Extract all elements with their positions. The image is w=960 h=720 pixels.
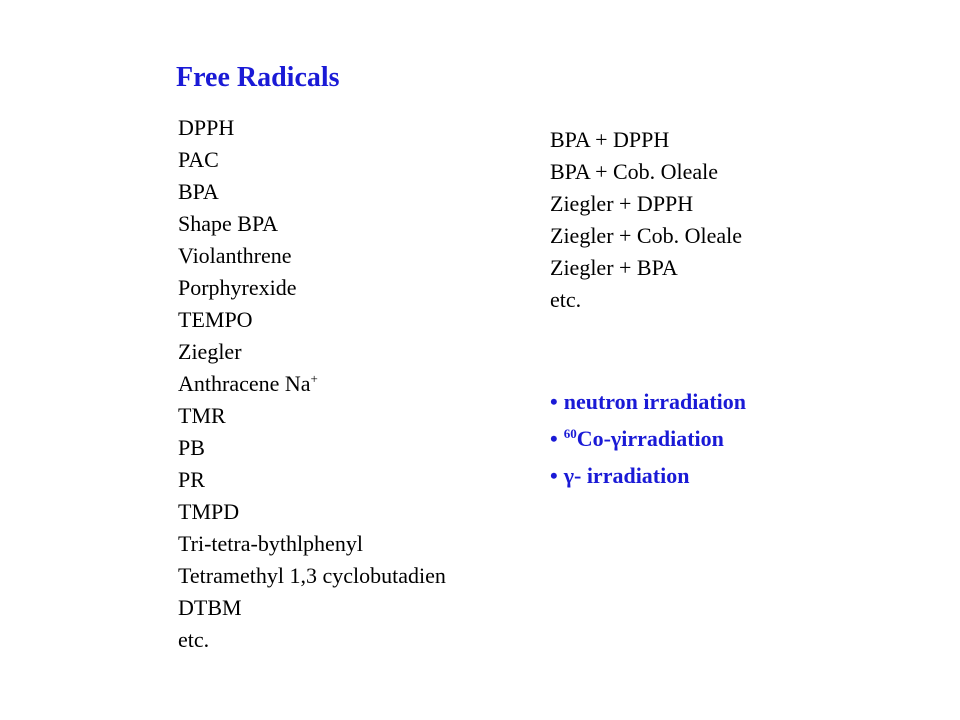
isotope-superscript: 60 — [563, 426, 577, 441]
combination-list — [550, 124, 742, 316]
list-item: PR — [178, 467, 205, 492]
list-item: TMR — [178, 403, 226, 428]
list-item-label: Anthracene Na — [178, 371, 311, 396]
irradiation-item-cobalt — [550, 422, 746, 459]
list-item: Tri-tetra-bythlphenyl — [178, 531, 363, 556]
list-item-anthracene — [178, 368, 446, 400]
list-item: Violanthrene — [178, 243, 292, 268]
charge-superscript: + — [310, 371, 318, 386]
list-item: PB — [178, 435, 205, 460]
list-item: Ziegler + Cob. Oleale — [550, 223, 743, 248]
list-item: Ziegler + BPA — [550, 255, 678, 280]
list-item: TEMPO — [178, 307, 253, 332]
list-item: BPA + Cob. Oleale — [550, 159, 719, 184]
irradiation-label: γ- irradiation — [563, 463, 690, 488]
list-item: Shape BPA — [178, 211, 279, 236]
page-title: Free Radicals — [176, 62, 340, 93]
list-item: etc. — [550, 287, 582, 312]
list-item: Ziegler + DPPH — [550, 191, 694, 216]
bullet-icon: • — [550, 463, 558, 488]
list-item: BPA + DPPH — [550, 127, 670, 152]
irradiation-label: Co-γirradiation — [576, 426, 724, 451]
radical-list — [178, 112, 446, 656]
list-item: PAC — [178, 147, 219, 172]
irradiation-label: neutron irradiation — [563, 389, 747, 414]
list-item: Porphyrexide — [178, 275, 297, 300]
list-item: DTBM — [178, 595, 242, 620]
list-item: Ziegler — [178, 339, 242, 364]
irradiation-list — [550, 385, 746, 496]
irradiation-item-gamma — [550, 459, 746, 496]
list-item: BPA — [178, 179, 219, 204]
bullet-icon: • — [550, 389, 558, 414]
list-item: Tetramethyl 1,3 cyclobutadien — [178, 563, 446, 588]
irradiation-item-neutron — [550, 385, 746, 422]
list-item: etc. — [178, 627, 210, 652]
bullet-icon: • — [550, 426, 558, 451]
list-item: TMPD — [178, 499, 240, 524]
list-item: DPPH — [178, 115, 235, 140]
